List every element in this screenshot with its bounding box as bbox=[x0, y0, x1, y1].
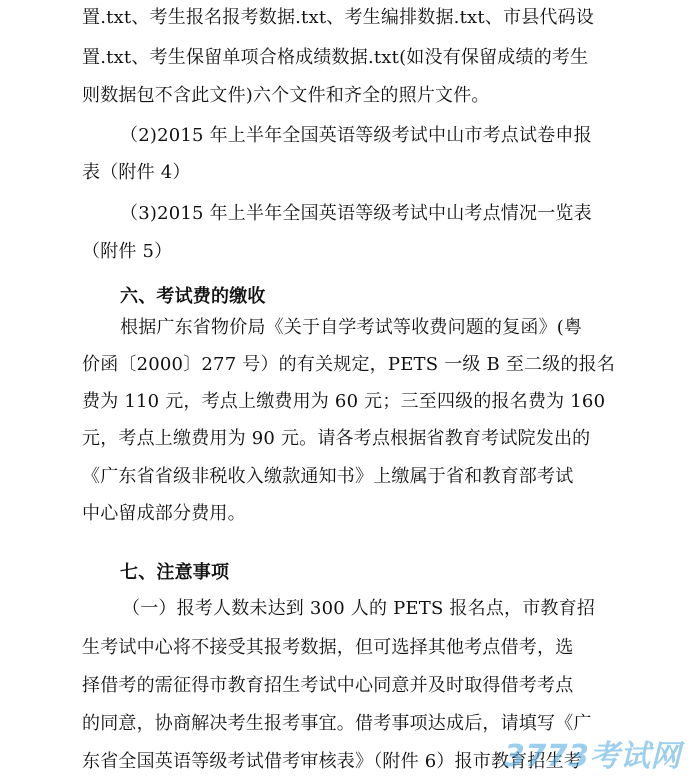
body-text-line: 价函〔2000〕277 号）的有关规定，PETS 一级 B 至二级的报名 bbox=[82, 354, 616, 375]
body-text-line: 置.txt、考生报名报考数据.txt、考生编排数据.txt、市县代码设 bbox=[82, 7, 595, 28]
body-text-line: 《广东省省级非税收入缴款通知书》上缴属于省和教育部考试 bbox=[82, 466, 574, 487]
body-text-line: 中心留成部分费用。 bbox=[82, 503, 246, 524]
body-text-line: 费为 110 元，考点上缴费用为 60 元；三至四级的报名费为 160 bbox=[82, 391, 606, 412]
section-heading-fee: 六、考试费的缴收 bbox=[120, 286, 266, 307]
body-text-line: 生考试中心将不接受其报考数据，但可选择其他考点借考，选 bbox=[82, 637, 574, 658]
body-text-line: 根据广东省物价局《关于自学考试等收费问题的复函》(粤 bbox=[120, 317, 583, 338]
body-text-line: 的同意，协商解决考生报考事宜。借考事项达成后，请填写《广 bbox=[82, 713, 592, 734]
body-text-line: 东省全国英语等级考试借考审核表》（附件 6）报市教育招生考 bbox=[82, 751, 582, 772]
body-text-line: （附件 5） bbox=[82, 241, 173, 262]
watermark-text: 3773考试网 bbox=[504, 739, 681, 774]
body-text-line: 表（附件 4） bbox=[82, 162, 191, 183]
body-text-line: （2)2015 年上半年全国英语等级考试中山市考点试卷申报 bbox=[120, 125, 592, 146]
body-text-line: 则数据包不含此文件)六个文件和齐全的照片文件。 bbox=[82, 85, 490, 106]
section-heading-notes: 七、注意事项 bbox=[120, 562, 230, 583]
site-watermark-logo bbox=[504, 739, 681, 774]
body-text-line: 元，考点上缴费用为 90 元。请各考点根据省教育考试院发出的 bbox=[82, 428, 591, 449]
body-text-line: （3)2015 年上半年全国英语等级考试中山考点情况一览表 bbox=[120, 203, 592, 224]
body-text-line: 置.txt、考生保留单项合格成绩数据.txt(如没有保留成绩的考生 bbox=[82, 47, 589, 68]
body-text-line: 择借考的需征得市教育招生考试中心同意并及时取得借考考点 bbox=[82, 675, 574, 696]
body-text-line: （一）报考人数未达到 300 人的 PETS 报名点，市教育招 bbox=[122, 598, 596, 619]
